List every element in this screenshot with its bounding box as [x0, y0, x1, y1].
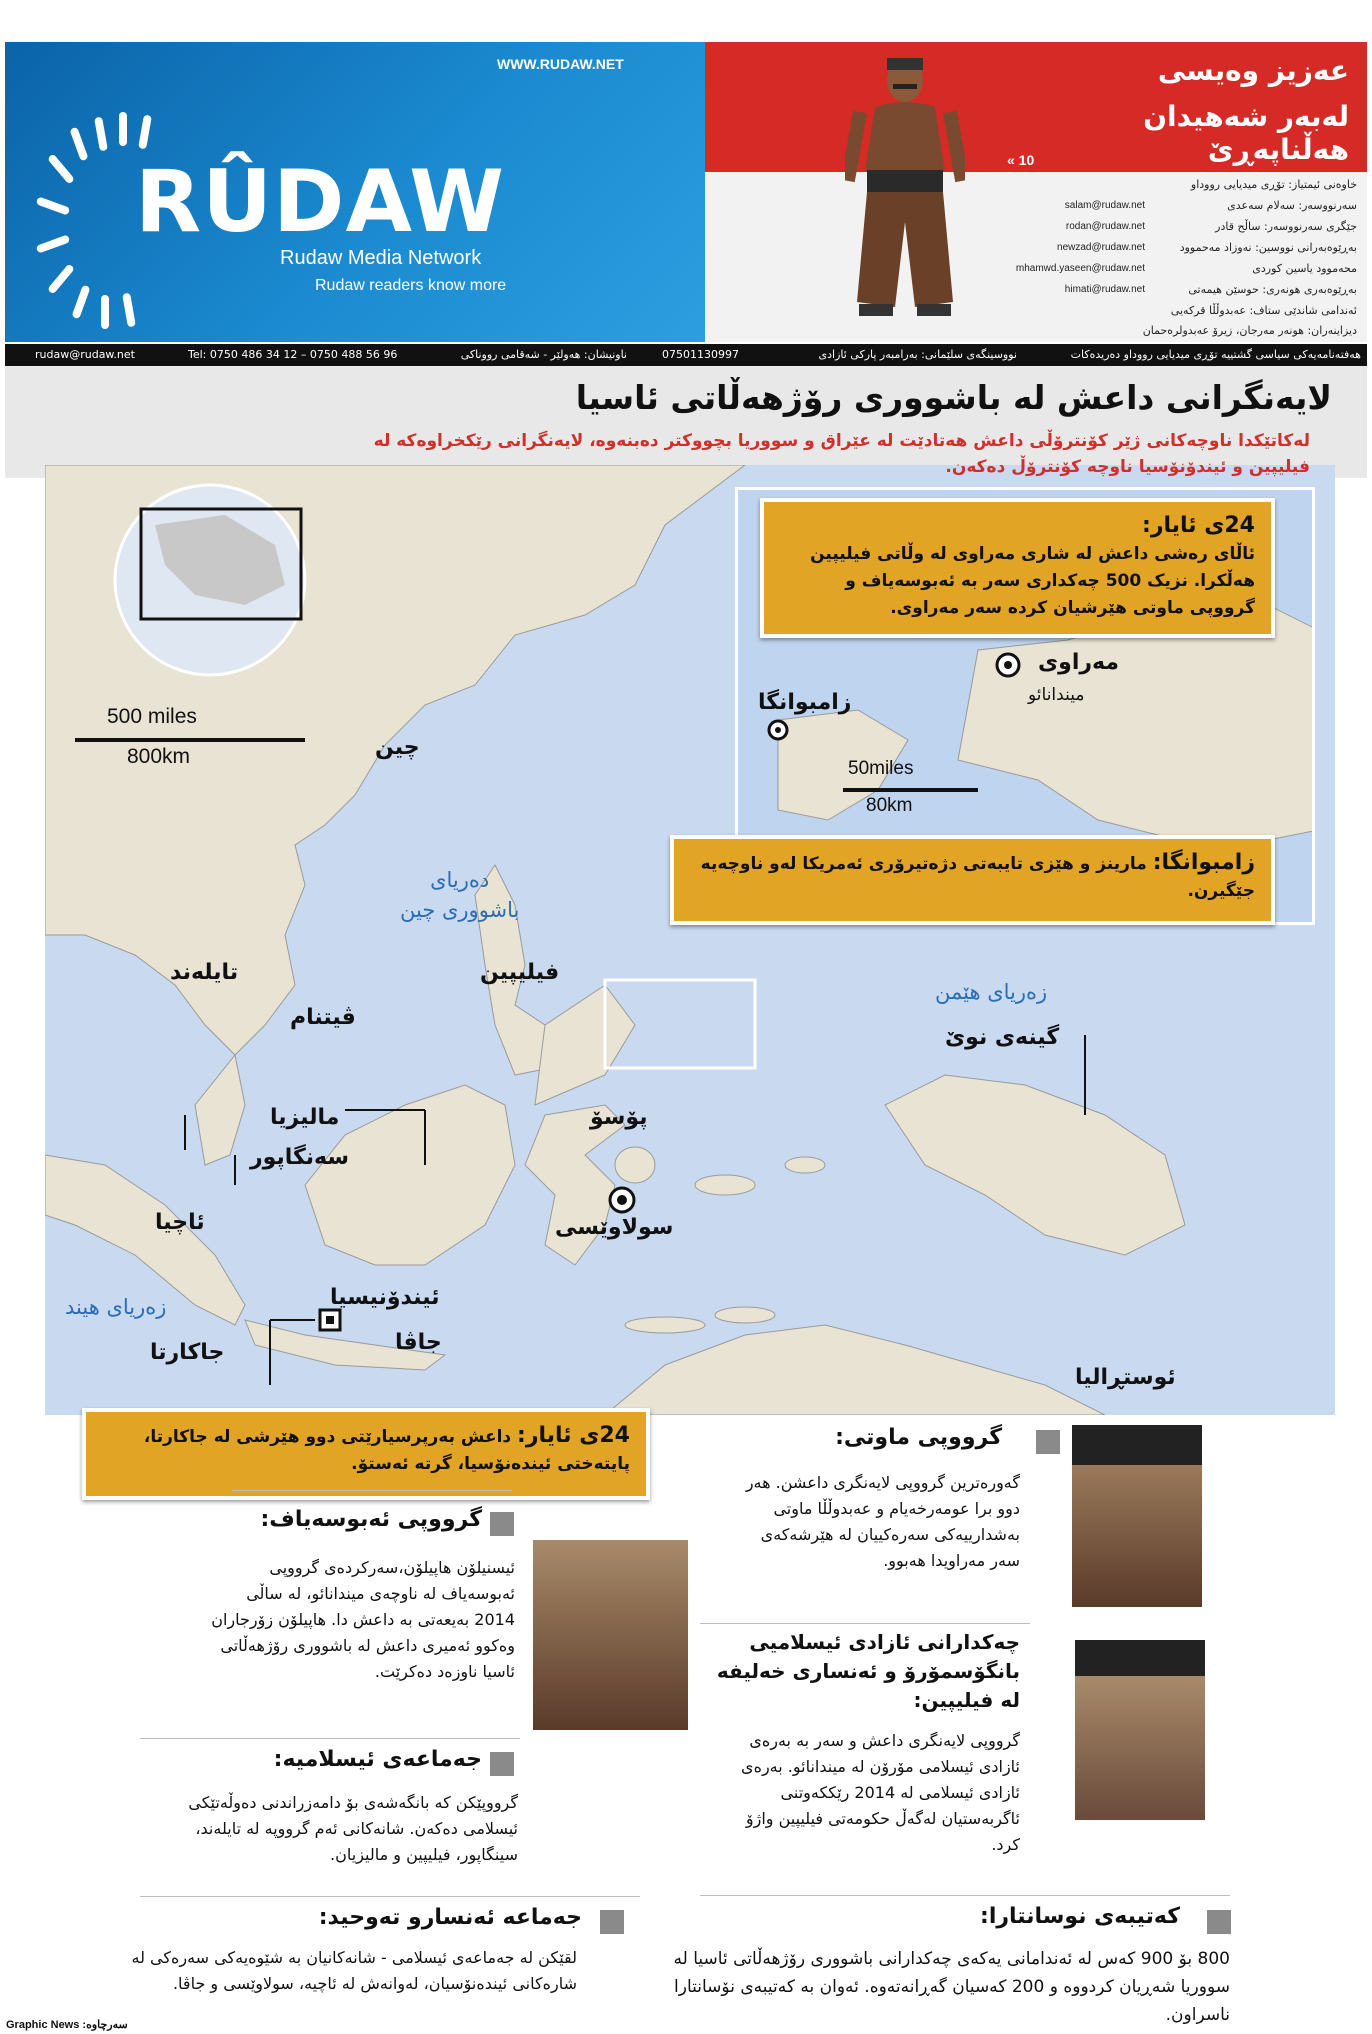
label-pacific: زەریای هێمن [935, 980, 1048, 1004]
masthead [5, 42, 1367, 342]
info-weekly: هەفتەنامەیەکی سیاسی گشتییە تۆڕی میدیایی رووداو دەریدەکات [1070, 348, 1361, 361]
promo-headline-1[interactable]: عەزیز وەیسی [1157, 54, 1349, 87]
group-text-ansar: لقێکن لە جەماعەی ئیسلامی - شانەکانیان بە شێوەیەکی سەرەکی لە شارەکانی ئیندەنۆسیان، لەوانەش لە ئاچیە، سولاوێسی و جاڤا. [131, 1948, 577, 1993]
divider [140, 1738, 520, 1739]
staff-email[interactable]: himati@rudaw.net [1064, 284, 1145, 295]
callout-marawi-head: 24ی ئایار: [1142, 513, 1255, 538]
label-indonesia: ئیندۆنیسیا [330, 1285, 440, 1310]
callout-jakarta [82, 1408, 650, 1500]
label-marawi: مەراوی [1038, 650, 1120, 675]
label-south-china-sea: دەریای باشووری چین [400, 868, 520, 922]
bullet-square-icon [1036, 1430, 1060, 1454]
promo-person-photo [845, 52, 965, 342]
group-text-nusantara: 800 بۆ 900 کەس لە ئەندامانی یەکەی چەکدارانی باشووری رۆژهەڵاتی ئاسیا لە سووریا شەڕیان کردووە و 200 کەسیان گەڕانەتەوە. ئەوان بە کەتیبەی نۆسانتارا ناسراون. [673, 1949, 1230, 2025]
label-malaysia: مالیزیا [270, 1105, 340, 1130]
staff-line: محەموود یاسین کوردی [1252, 262, 1357, 275]
group-title-abusayyaf: گرووپی ئەبوسەیاف: [260, 1507, 482, 1532]
bullet-square-icon [490, 1512, 514, 1536]
callout-jakarta-body: داعش بەرپرسیارێتی دوو هێرشی لە جاکارتا، پایتەختی ئیندەنۆسیا، گرتە ئەستۆ. [143, 1427, 630, 1474]
divider [700, 1895, 1230, 1896]
callout-zamboanga [670, 835, 1275, 925]
inset-scale-km: 80km [866, 795, 913, 816]
portrait-abusayyaf-photo [533, 1540, 688, 1730]
group-title-bangsamoro: چەکدارانی ئازادی ئیسلامیی بانگۆسمۆرۆ و ئەنساری خەلیفە لە فیلیپین: [716, 1630, 1020, 1712]
promo-headline-2[interactable]: لەبەر شەهیدان هەڵناپەڕێ [1143, 100, 1349, 166]
bullet-square-icon [490, 1752, 514, 1776]
group-title-ansar: جەماعە ئەنسارو تەوحید: [318, 1905, 582, 1930]
label-jakarta: جاکارتا [150, 1340, 225, 1365]
brand-name: RÛDAW [135, 152, 505, 252]
group-title-maute: گرووپی ماوتی: [835, 1425, 1002, 1450]
promo-page-ref: « 10 [1007, 152, 1035, 168]
staff-line: دیزاینەران: هونەر مەرجان، زیرۆ عەبدولرەحمان [1142, 324, 1357, 337]
label-poso: پۆسۆ [590, 1105, 648, 1130]
staff-line: سەرنووسەر: سەلام سەعدی [1227, 199, 1357, 212]
divider [232, 1490, 512, 1491]
info-email[interactable]: rudaw@rudaw.net [35, 348, 135, 361]
divider [140, 1896, 640, 1897]
label-sulawesi: سولاوێسی [555, 1215, 674, 1240]
group-text-abusayyaf: ئیسنیلۆن هاپیلۆن،سەرکردەی گرووپی ئەبوسەیاف لە ناوچەی میندانائو، لە ساڵی 2014 بەیعەتی بە داعش دا. هاپیلۆن زۆرجاران وەکوو ئەمیری داعش لە باشووری رۆژهەڵاتی ئاسیا ناوزەد دەکرێت. [211, 1558, 515, 1681]
callout-marawi [760, 498, 1275, 638]
article-title: لایەنگرانی داعش لە باشووری رۆژهەڵاتی ئاسیا [575, 378, 1332, 417]
info-suli-office: نووسینگەی سلێمانی: بەرامبەر پارکی ئازادی [818, 348, 1017, 361]
label-vietnam: ڤیتنام [290, 1005, 356, 1030]
scale-km: 800km [127, 745, 191, 768]
group-title-nusantara: کەتیبەی نوسانتارا: [980, 1904, 1180, 1929]
network-name: Rudaw Media Network [280, 247, 482, 269]
group-title-jemaah: جەماعەی ئیسلامیە: [273, 1747, 482, 1772]
staff-line: بەڕێوەبەری هونەری: حوسێن هیمەتی [1188, 283, 1357, 296]
website-link[interactable]: WWW.RUDAW.NET [497, 56, 624, 72]
label-mindanao: میندانائو [1028, 685, 1085, 705]
staff-line: خاوەنی ئیمتیاز: تۆڕی میدیایی رووداو [1190, 178, 1357, 191]
tagline: Rudaw readers know more [315, 277, 507, 294]
staff-email[interactable]: salam@rudaw.net [1064, 200, 1145, 211]
divider [700, 1623, 1030, 1624]
article-subtitle: لەکاتێکدا ناوچەکانی ژێر کۆنترۆڵی داعش هەتادێت لە عێراق و سووریا بچووکتر دەبنەوە، لایەنگرانی رێکخراوەکە لە فیلیپین و ئیندۆنۆسیا ناوچە کۆنترۆڵ دەکەن. [373, 431, 1310, 477]
label-aceh: ئاچیا [155, 1210, 205, 1235]
callout-jakarta-head: 24ی ئایار: [517, 1423, 630, 1448]
group-text-maute: گەورەترین گرووپی لایەنگری داعشن. هەر دوو برا عومەرخەیام و عەبدوڵڵا ماوتی بەشدارییەکی سەرەکییان لە هێرشەکەی سەر مەراویدا هەبوو. [745, 1473, 1020, 1570]
portrait-maute-photo [1072, 1425, 1202, 1607]
info-erbil-address: ناونیشان: هەولێر - شەقامی رووناکی [460, 348, 627, 361]
callout-marawi-body: ئاڵای رەشی داعش لە شاری مەراوی لە وڵاتی فیلیپین هەڵکرا. نزیک 500 چەکداری سەر بە ئەبوسەیاف و گرووپی ماوتی هێرشیان کردە سەر مەراوی. [810, 544, 1255, 618]
label-thailand: تایلەند [170, 960, 239, 985]
staff-line: جێگری سەرنووسەر: ساڵح قادر [1215, 220, 1357, 233]
staff-email[interactable]: rodan@rudaw.net [1065, 221, 1145, 232]
label-indian-ocean: زەریای هیند [65, 1295, 167, 1319]
info-phone: 07501130997 [662, 348, 739, 361]
label-philippines: فیلیپین [480, 960, 560, 985]
label-zamboanga: زامبوانگا [758, 690, 852, 715]
label-china: چین [375, 735, 420, 760]
info-bar [5, 344, 1367, 366]
bullet-square-icon [600, 1910, 624, 1934]
portrait-bangsamoro-photo [1075, 1640, 1205, 1820]
label-new-guinea: گینەی نوێ [945, 1025, 1060, 1050]
staff-email[interactable]: newzad@rudaw.net [1057, 242, 1145, 253]
scale-miles: 500 miles [107, 705, 197, 728]
group-text-bangsamoro: گرووپی لایەنگری داعش و سەر بە بەرەی ئازادی ئیسلامی مۆرۆن لە میندانائو. بەرەی ئازادی ئیسلامی لە 2014 رێککەوتنی ئاگربەستیان لەگەڵ حکومەتی فیلیپین واژۆ کرد. [741, 1731, 1020, 1854]
info-tel: Tel: 0750 486 34 12 – 0750 488 56 96 [188, 348, 398, 361]
label-singapore: سەنگاپور [250, 1145, 350, 1170]
label-australia: ئوستڕالیا [1075, 1365, 1176, 1390]
label-java: جاڤا [395, 1330, 442, 1355]
bullet-square-icon [1207, 1910, 1231, 1934]
callout-zamboanga-body: مارینز و هێزی تایبەتی دژەتیرۆری ئەمریکا لەو ناوچەیە جێگیرن. [700, 854, 1255, 901]
source-credit: Graphic News :سەرچاوە [6, 2019, 128, 2031]
staff-email[interactable]: mhamwd.yaseen@rudaw.net [1015, 263, 1145, 274]
staff-line: ئەندامی شاندێی ستاف: عەبدوڵڵا قرکەیی [1170, 304, 1357, 317]
group-text-jemaah: گرووپێکن کە بانگەشەی بۆ دامەزراندنی دەوڵەتێکی ئیسلامی دەکەن. شانەکانی ئەم گرووپە لە تایلەند، سینگاپور، فیلیپین و مالیزیان. [188, 1793, 518, 1864]
inset-scale-miles: 50miles [848, 758, 914, 779]
staff-line: بەڕێوەبەرانی نووسین: نەوزاد مەحموود [1179, 241, 1357, 254]
callout-zamboanga-head: زامبوانگا: [1152, 850, 1255, 875]
